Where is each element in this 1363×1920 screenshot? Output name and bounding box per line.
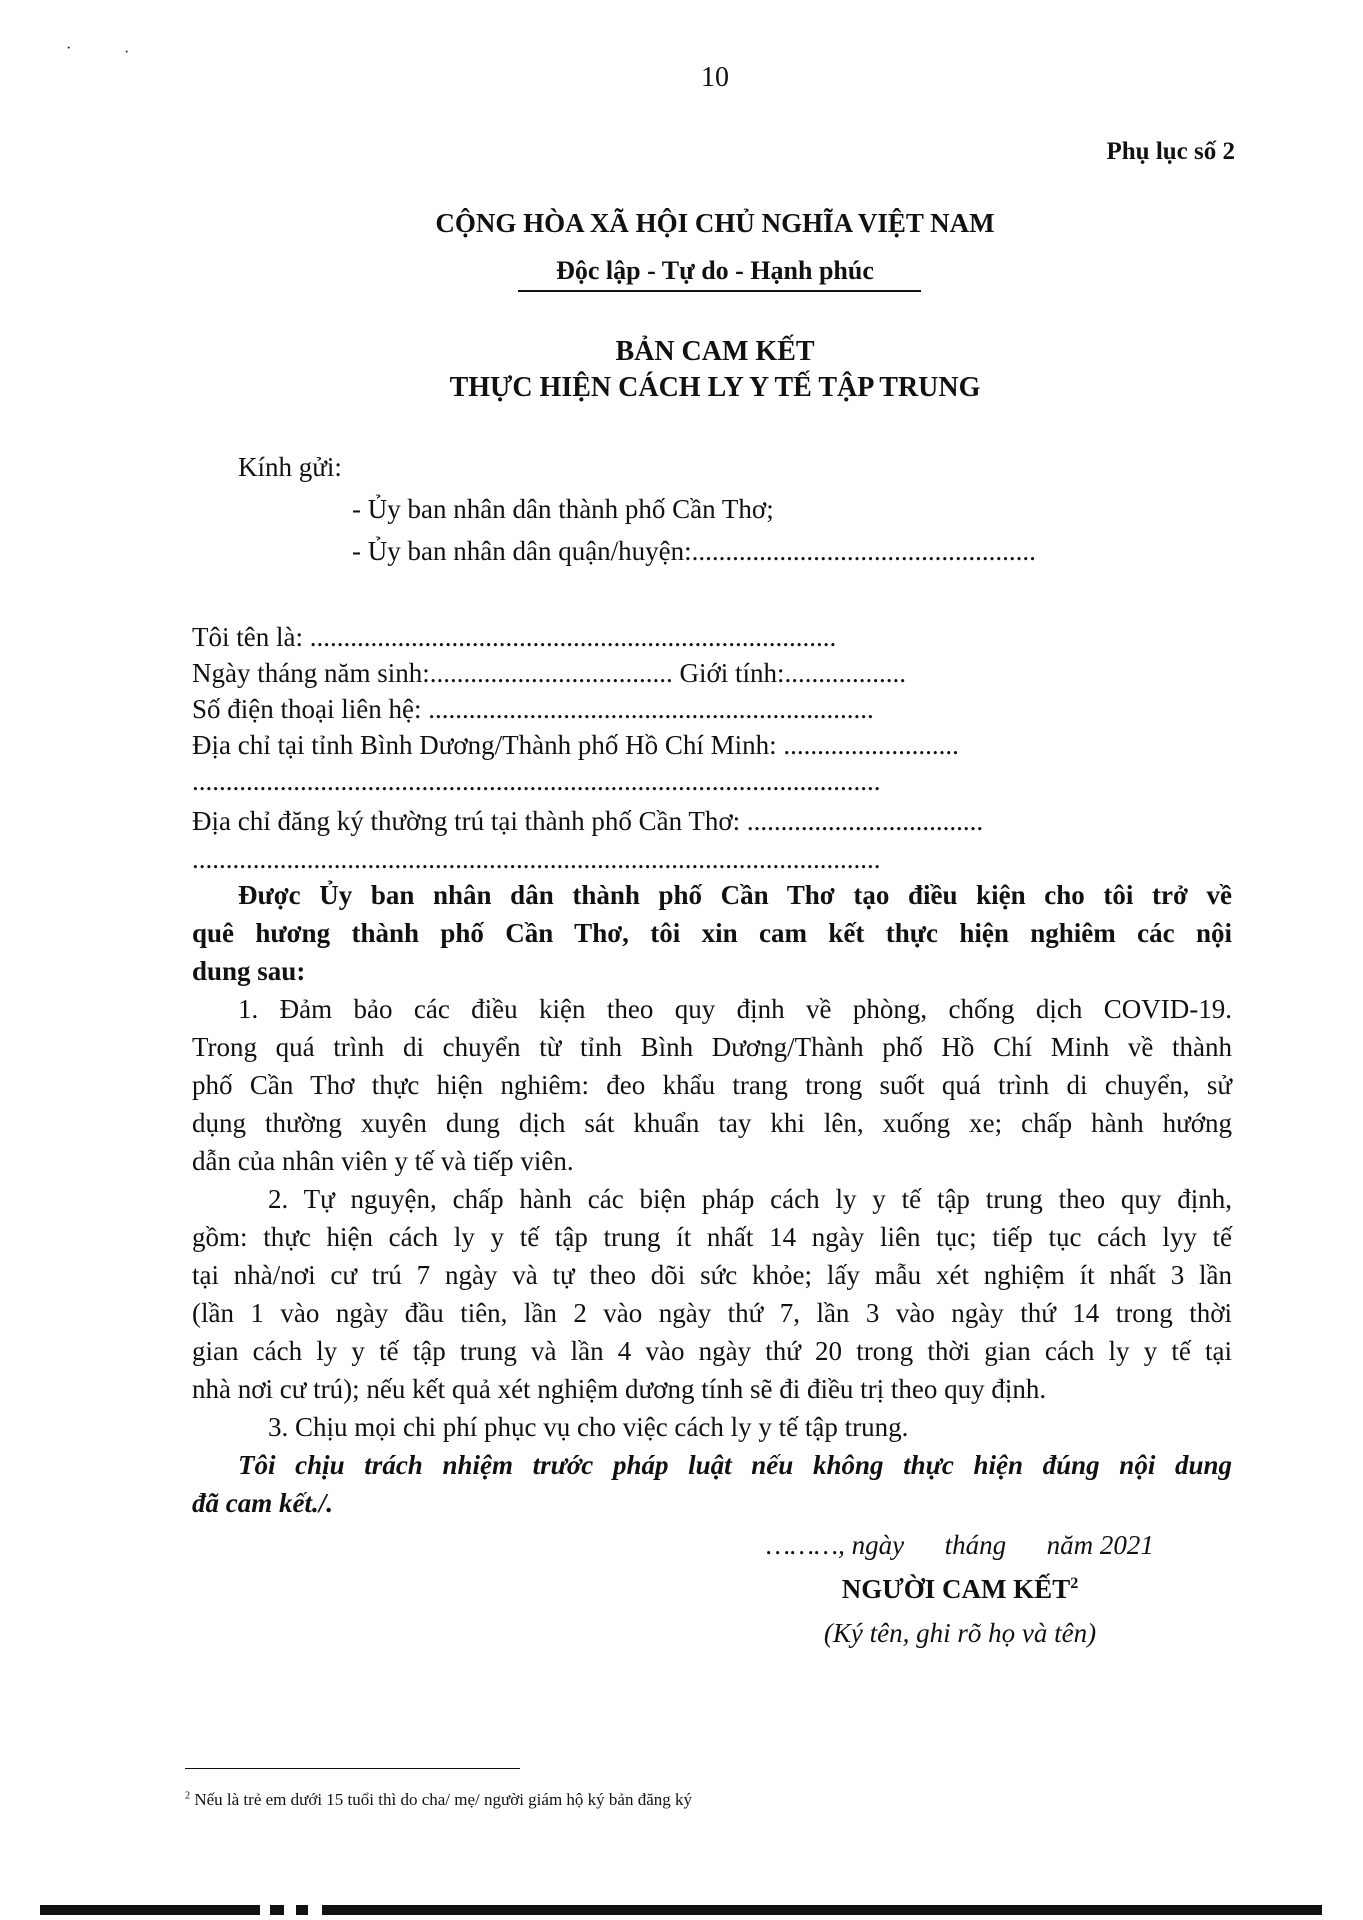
closing-statement: Tôi chịu trách nhiệm trước pháp luật nếu không thực hiện đúng nội dung bbox=[238, 1450, 1232, 1480]
item-1-line: dẫn của nhân viên y tế và tiếp viên. bbox=[192, 1146, 574, 1176]
signature-role: NGƯỜI CAM KẾT$^2$ bbox=[841, 1574, 1079, 1604]
commitment-intro-line: dung sau: bbox=[192, 956, 306, 986]
motto: Độc lập - Tự do - Hạnh phúc bbox=[556, 256, 874, 285]
signature-instruction: (Ký tên, ghi rõ họ và tên) bbox=[823, 1618, 1097, 1648]
scan-mark: · bbox=[124, 44, 130, 61]
item-1-line: Trong quá trình di chuyển từ tỉnh Bình Dương/Thành phố Hồ Chí Minh về thành bbox=[192, 1032, 1232, 1062]
item-2-line: gian cách ly y tế tập trung và lần 4 vào ngày thứ 20 trong thời gian cách ly y tế tại bbox=[192, 1336, 1232, 1366]
field-permanent-address-continued: ...................................................................................................... bbox=[192, 844, 881, 874]
nation-heading: CỘNG HÒA XÃ HỘI CHỦ NGHĨA VIỆT NAM bbox=[435, 208, 995, 238]
field-dob-gender: Ngày tháng năm sinh:.................................... Giới tính:.................. bbox=[192, 658, 906, 688]
footnote-ref: 2 bbox=[1070, 1574, 1079, 1592]
item-1-line: 1. Đảm bảo các điều kiện theo quy định về phòng, chống dịch COVID-19. bbox=[238, 994, 1232, 1024]
item-2-line: (lần 1 vào ngày đầu tiên, lần 2 vào ngày thứ 7, lần 3 vào ngày thứ 14 trong thời bbox=[192, 1298, 1232, 1328]
document-subtitle: THỰC HIỆN CÁCH LY Y TẾ TẬP TRUNG bbox=[449, 372, 981, 403]
commitment-intro-line: Được Ủy ban nhân dân thành phố Cần Thơ tạo điều kiện cho tôi trở về bbox=[238, 880, 1232, 910]
scan-border bbox=[270, 1905, 284, 1915]
scan-border bbox=[322, 1905, 1322, 1915]
item-2-line: nhà nơi cư trú); nếu kết quả xét nghiệm dương tính sẽ đi điều trị theo quy định. bbox=[192, 1374, 1047, 1404]
footnote-divider bbox=[185, 1768, 520, 1769]
scan-border bbox=[40, 1905, 260, 1915]
footnote: $^2$ Nếu là trẻ em dưới 15 tuổi thì do cha/ mẹ/ người giám hộ ký bản đăng ký bbox=[185, 1790, 693, 1809]
field-address: Địa chỉ tại tỉnh Bình Dương/Thành phố Hồ Chí Minh: .......................... bbox=[192, 730, 959, 760]
field-name: Tôi tên là: .............................................................................. bbox=[192, 622, 837, 652]
recipient-item: - Ủy ban nhân dân thành phố Cần Thơ; bbox=[352, 494, 774, 524]
item-1-line: dụng thường xuyên dung dịch sát khuẩn tay khi lên, xuống xe; chấp hành hướng bbox=[192, 1108, 1232, 1138]
commitment-intro-line: quê hương thành phố Cần Thơ, tôi xin cam kết thực hiện nghiêm các nội bbox=[192, 918, 1232, 948]
recipient-item: - Ủy ban nhân dân quận/huyện:................................................... bbox=[352, 536, 1036, 566]
page-number: 10 bbox=[701, 62, 729, 93]
motto-underline bbox=[518, 290, 921, 292]
item-2-line: 2. Tự nguyện, chấp hành các biện pháp cách ly y tế tập trung theo quy định, bbox=[268, 1184, 1232, 1214]
signature-date-line: ………, ngày tháng năm 2021 bbox=[766, 1530, 1154, 1560]
item-1-line: phố Cần Thơ thực hiện nghiêm: đeo khẩu trang trong suốt quá trình di chuyển, sử bbox=[192, 1070, 1232, 1100]
scan-border bbox=[296, 1905, 308, 1915]
item-3: 3. Chịu mọi chi phí phục vụ cho việc cách ly y tế tập trung. bbox=[268, 1412, 909, 1442]
field-permanent-address: Địa chỉ đăng ký thường trú tại thành phố Cần Thơ: ................................... bbox=[192, 806, 984, 836]
item-2-line: tại nhà/nơi cư trú 7 ngày và tự theo dõi sức khỏe; lấy mẫu xét nghiệm ít nhất 3 lần bbox=[192, 1260, 1232, 1290]
field-address-continued: ...................................................................................................... bbox=[192, 766, 881, 796]
closing-statement: đã cam kết./. bbox=[192, 1488, 333, 1518]
field-phone: Số điện thoại liên hệ: .................................................................. bbox=[192, 694, 874, 724]
item-2-line: gồm: thực hiện cách ly y tế tập trung ít nhất 14 ngày liên tục; tiếp tục cách lyy tế bbox=[192, 1222, 1232, 1252]
document-title: BẢN CAM KẾT bbox=[615, 336, 815, 367]
appendix-label: Phụ lục số 2 bbox=[1106, 138, 1235, 165]
scan-mark: · bbox=[66, 40, 72, 57]
recipients-intro: Kính gửi: bbox=[238, 452, 342, 482]
